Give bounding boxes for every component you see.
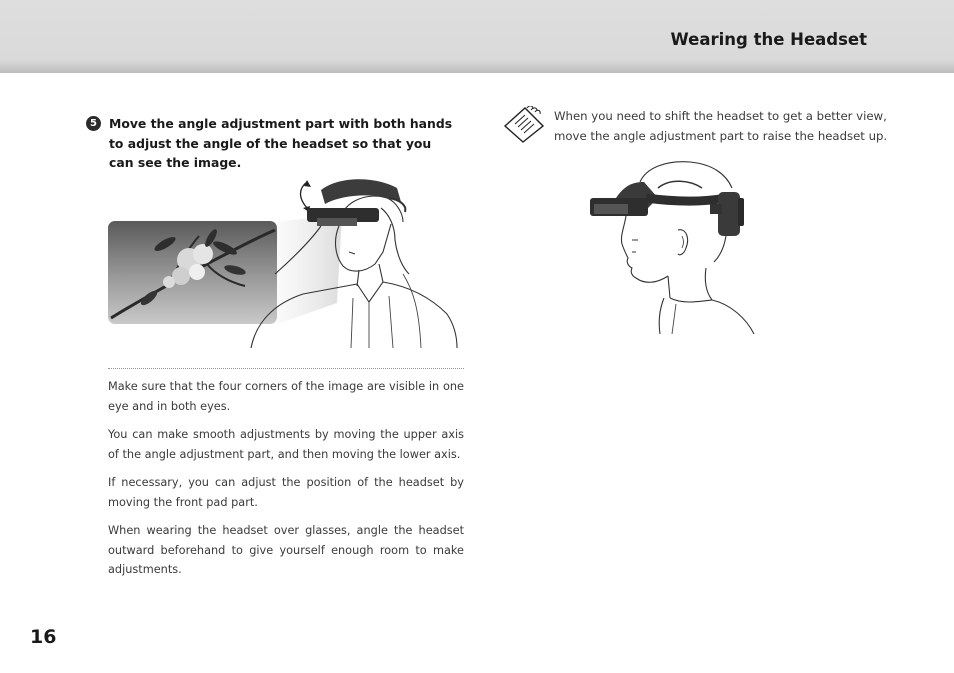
note-paragraph: If necessary, you can adjust the position of the headset by moving the front pad part. bbox=[108, 476, 464, 509]
step-number-badge: 5 bbox=[86, 116, 101, 131]
memo-text: When you need to shift the headset to get a better view, move the angle adjustment part to raise the headset up. bbox=[554, 109, 888, 143]
image-projection-beam bbox=[277, 214, 342, 324]
memo-icon bbox=[503, 106, 545, 144]
dotted-separator bbox=[108, 368, 464, 369]
headset-device bbox=[590, 181, 744, 236]
page-header bbox=[0, 0, 954, 73]
notes-section bbox=[108, 377, 464, 589]
step-instruction-text: Move the angle adjustment part with both hands to adjust the angle of the headset so that you can see the image. bbox=[109, 116, 453, 170]
page-number: 16 bbox=[30, 626, 57, 648]
note-paragraph: Make sure that the four corners of the image are visible in one eye and in both eyes. bbox=[108, 380, 464, 413]
headset-raised-illustration bbox=[586, 158, 761, 338]
section-title: Wearing the Headset bbox=[670, 30, 867, 49]
headset-adjustment-illustration bbox=[107, 178, 467, 350]
note-paragraph: When wearing the headset over glasses, angle the headset outward beforehand to give yourself enough room to make adjustments. bbox=[108, 524, 464, 576]
projected-image-panel bbox=[108, 221, 277, 324]
note-paragraph: You can make smooth adjustments by moving the upper axis of the angle adjustment part, and then moving the lower axis. bbox=[108, 428, 464, 461]
